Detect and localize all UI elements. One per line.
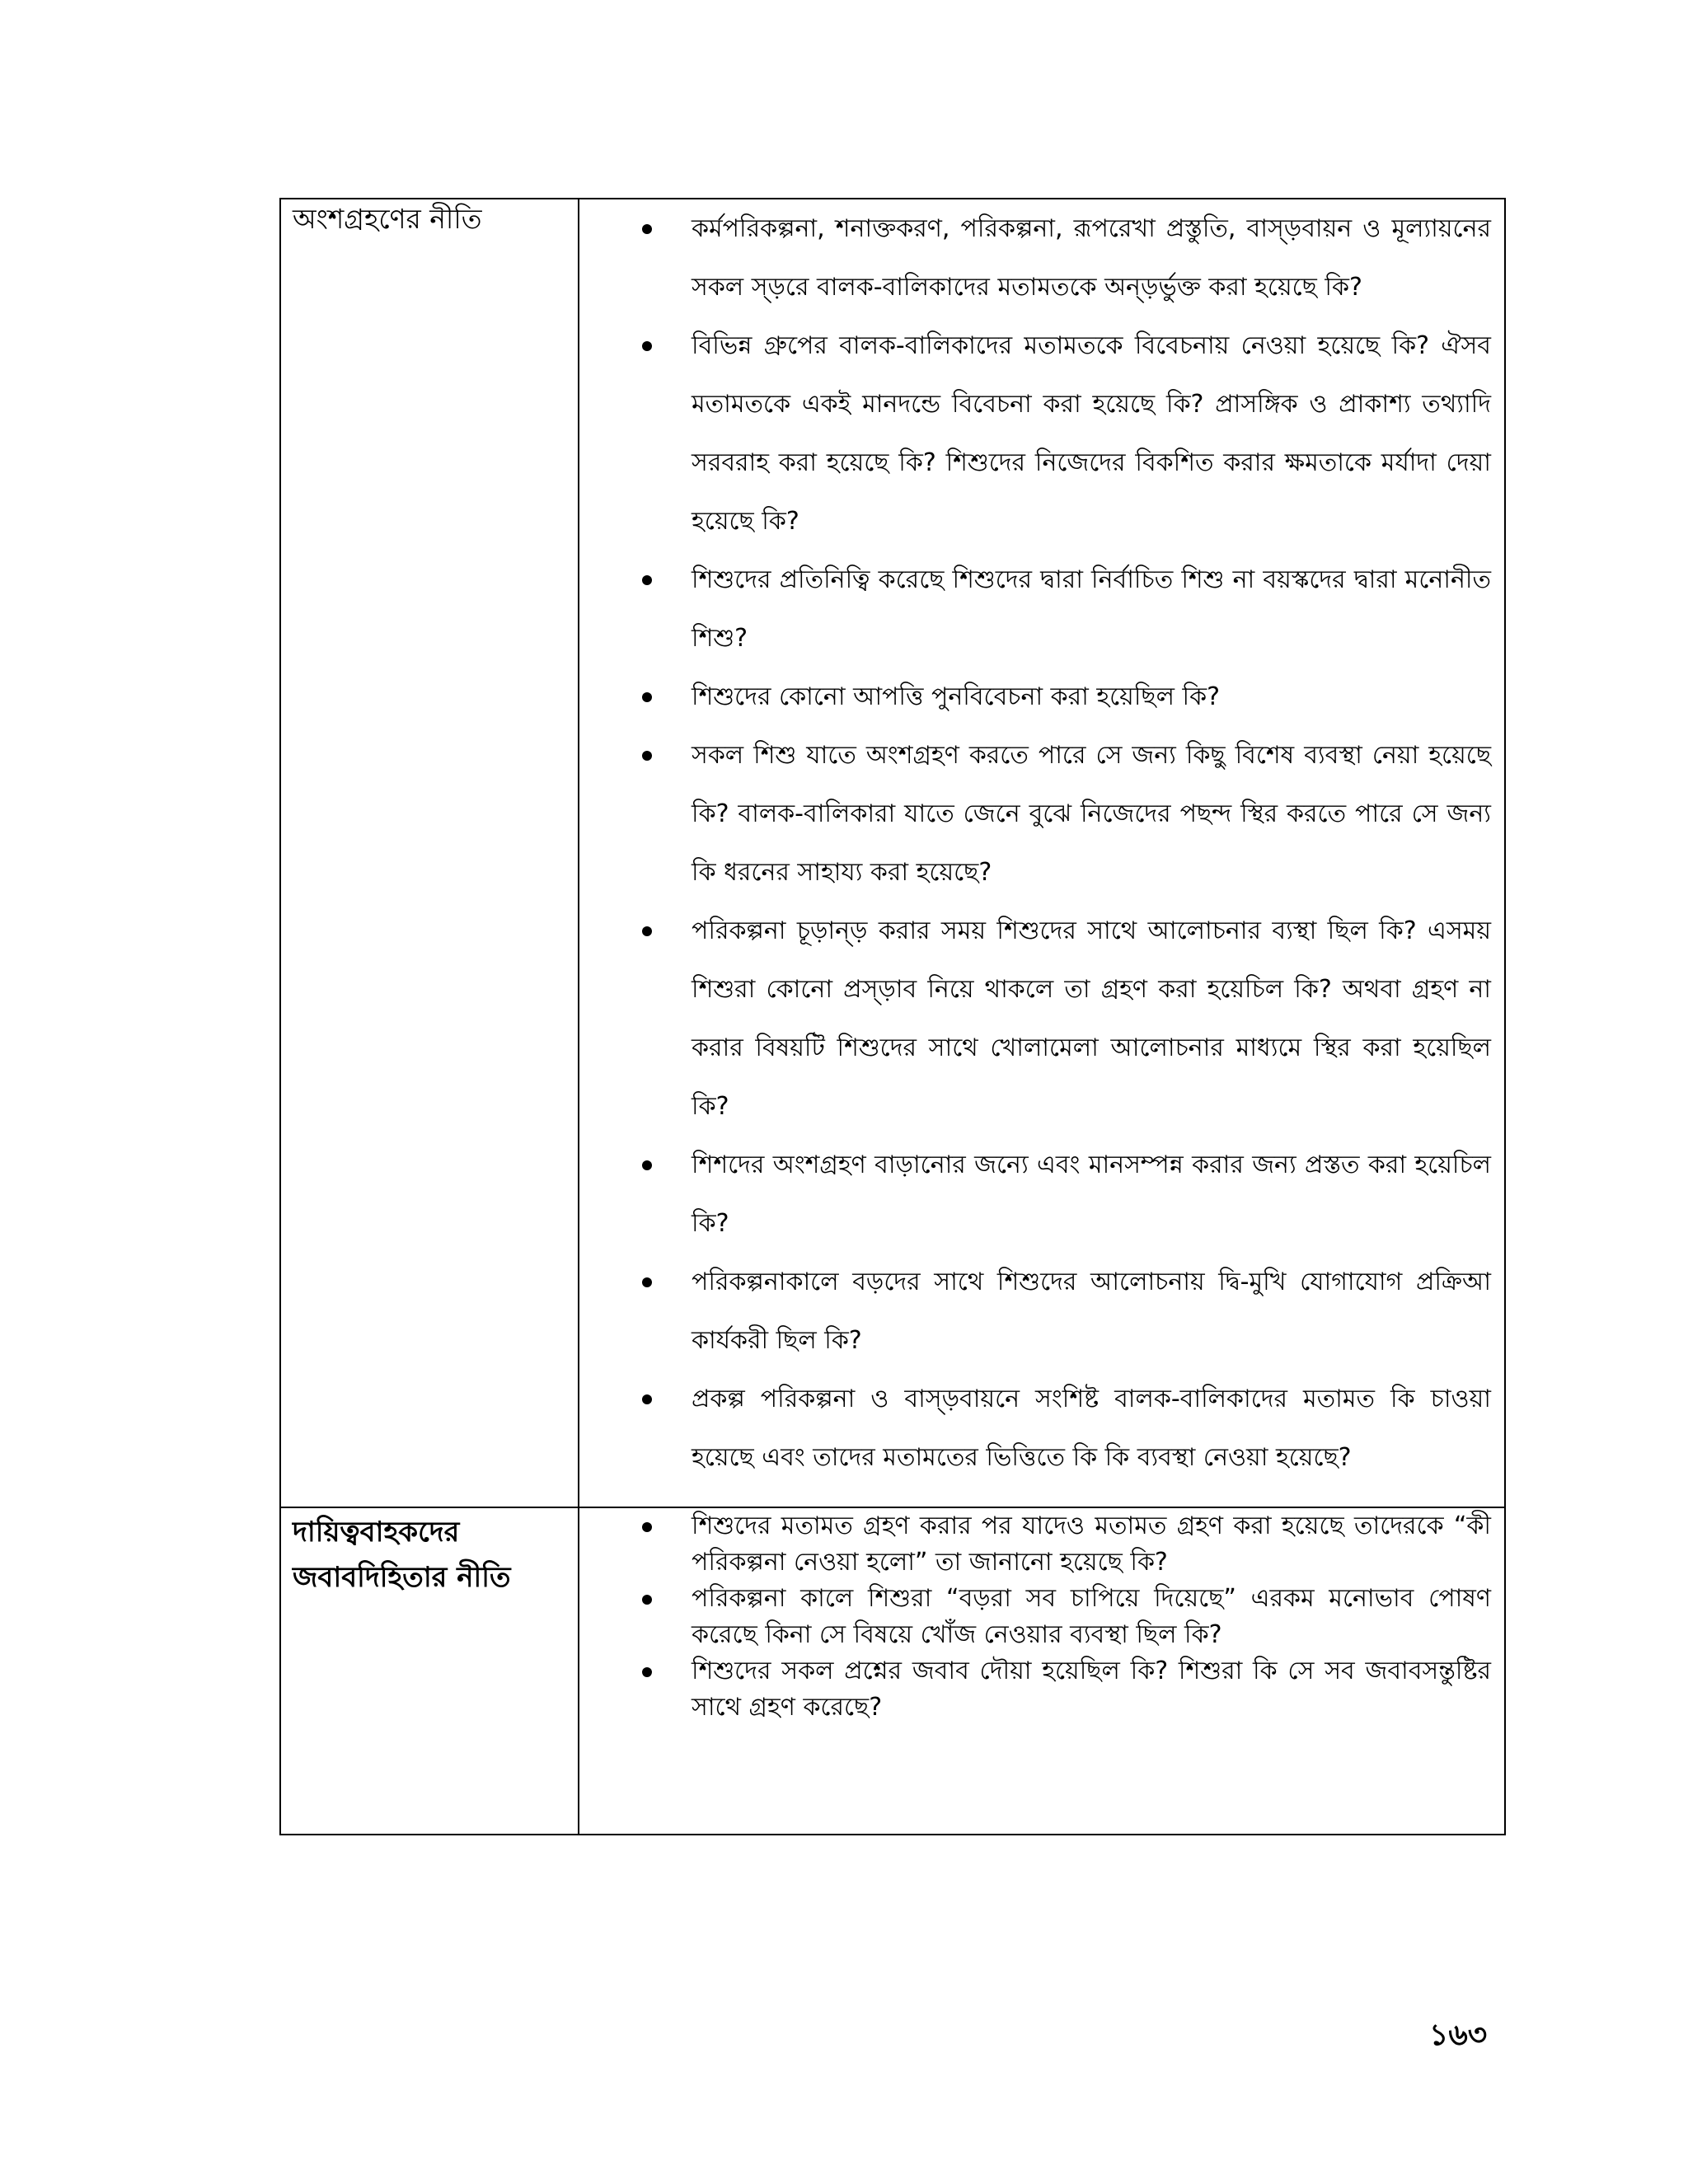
- principles-table: [279, 198, 1506, 1835]
- label-line: দায়িত্ববাহকদের: [293, 1516, 460, 1549]
- list-item-text: বিভিন্ন গ্রুপের বালক-বালিকাদের মতামতকে বিবেচনায় নেওয়া হয়েছে কি? ঐসব মতামতকে একই মানদন্ডে বিবেচনা করা হয়েছে কি? প্রাসঙ্গিক ও প্রাকাশ্য তথ্যাদি সরবরাহ করা হয়েছে কি? শিশুদের নিজেদের বিকশিত করার ক্ষমতাকে মর্যাদা দেয়া হয়েছে কি?: [692, 331, 1491, 536]
- table-row: [280, 199, 1505, 1507]
- bullet-icon: [642, 1595, 652, 1605]
- table-row: [280, 1507, 1505, 1835]
- list-item-text: প্রকল্প পরিকল্পনা ও বাস্ড়বায়নে সংশিষ্ট বালক-বালিকাদের মতামত কি চাওয়া হয়েছে এবং তাদের মতামতের ভিত্তিতে কি কি ব্যবস্থা নেওয়া হয়েছে?: [692, 1385, 1491, 1472]
- list-item: [579, 668, 1504, 726]
- page-number: ১৬৩: [1429, 2018, 1488, 2052]
- list-item: [579, 1581, 1504, 1653]
- row-label-cell: [280, 1507, 579, 1835]
- bullet-icon: [642, 751, 652, 761]
- list-item: [579, 1136, 1504, 1253]
- list-item-text: সকল শিশু যাতে অংশগ্রহণ করতে পারে সে জন্য কিছু বিশেষ ব্যবস্থা নেয়া হয়েছে কি? বালক-বালিকারা যাতে জেনে বুঝে নিজেদের পছন্দ স্থির করতে পারে সে জন্য কি ধরনের সাহায্য করা হয়েছে?: [692, 741, 1491, 887]
- list-item-text: কর্মপরিকল্পনা, শনাক্তকরণ, পরিকল্পনা, রূপরেখা প্রস্তুতি, বাস্ড়বায়ন ও মূল্যায়নের সকল স্ড়রে বালক-বালিকাদের মতামতকে অন্ড়র্ভুক্ত করা হয়েছে কি?: [692, 214, 1491, 302]
- list-item: [579, 1508, 1504, 1581]
- list-item-text: পরিকল্পনা কালে শিশুরা “বড়রা সব চাপিয়ে দিয়েছে” এরকম মনোভাব পোষণ করেছে কিনা সে বিষয়ে খোঁজ নেওয়ার ব্যবস্থা ছিল কি?: [692, 1584, 1491, 1649]
- list-item-text: শিশুদের মতামত গ্রহণ করার পর যাদেও মতামত গ্রহণ করা হয়েছে তাদেরকে “কী পরিকল্পনা নেওয়া হলো” তা জানানো হয়েছে কি?: [692, 1511, 1491, 1577]
- participation-question-list: [579, 199, 1504, 1487]
- accountability-principle-label: [293, 1508, 571, 1601]
- list-item-text: শিশদের অংশগ্রহণ বাড়ানোর জন্যে এবং মানসম্পন্ন করার জন্য প্রস্তত করা হয়েচিল কি?: [692, 1151, 1491, 1238]
- list-item: [579, 199, 1504, 316]
- label-line: জবাবদিহিতার নীতি: [293, 1561, 511, 1594]
- bullet-icon: [642, 575, 652, 585]
- participation-principle-label: অংশগ্রহণের নীতি: [293, 203, 482, 235]
- row-content-cell: [579, 1507, 1505, 1835]
- list-item: [579, 1653, 1504, 1726]
- list-item-text: শিশুদের প্রতিনিত্বি করেছে শিশুদের দ্বারা নির্বাচিত শিশু না বয়স্কদের দ্বারা মনোনীত শিশু?: [692, 565, 1491, 653]
- bullet-icon: [642, 224, 652, 234]
- list-item-text: পরিকল্পনাকালে বড়দের সাথে শিশুদের আলোচনায় দ্বি-মুখি যোগাযোগ প্রক্রিআ কার্যকরী ছিল কি?: [692, 1268, 1491, 1355]
- list-item: [579, 1253, 1504, 1370]
- row-label-cell: [280, 199, 579, 1507]
- accountability-question-list: [579, 1508, 1504, 1726]
- bullet-icon: [642, 1394, 652, 1404]
- bullet-icon: [642, 692, 652, 702]
- list-item: [579, 902, 1504, 1136]
- list-item: [579, 316, 1504, 551]
- list-item: [579, 551, 1504, 668]
- list-item: [579, 1370, 1504, 1487]
- bullet-icon: [642, 926, 652, 936]
- list-item-text: পরিকল্পনা চূড়ান্ড় করার সময় শিশুদের সাথে আলোচনার ব্যস্থা ছিল কি? এসময় শিশুরা কোনো প্রস্ড়াব নিয়ে থাকলে তা গ্রহণ করা হয়েচিল কি? অথবা গ্রহণ না করার বিষয়টি শিশুদের সাথে খোলামেলা আলোচনার মাধ্যমে স্থির করা হয়েছিল কি?: [692, 916, 1491, 1121]
- bullet-icon: [642, 341, 652, 351]
- bullet-icon: [642, 1667, 652, 1677]
- row-content-cell: [579, 199, 1505, 1507]
- bullet-icon: [642, 1160, 652, 1170]
- list-item-text: শিশুদের সকল প্রশ্নের জবাব দৌয়া হয়েছিল কি? শিশুরা কি সে সব জবাবসন্তুষ্টির সাথে গ্রহণ করেছে?: [692, 1657, 1491, 1722]
- bullet-icon: [642, 1522, 652, 1532]
- list-item-text: শিশুদের কোনো আপত্তি পুনবিবেচনা করা হয়েছিল কি?: [692, 682, 1220, 711]
- bullet-icon: [642, 1277, 652, 1287]
- list-item: [579, 726, 1504, 902]
